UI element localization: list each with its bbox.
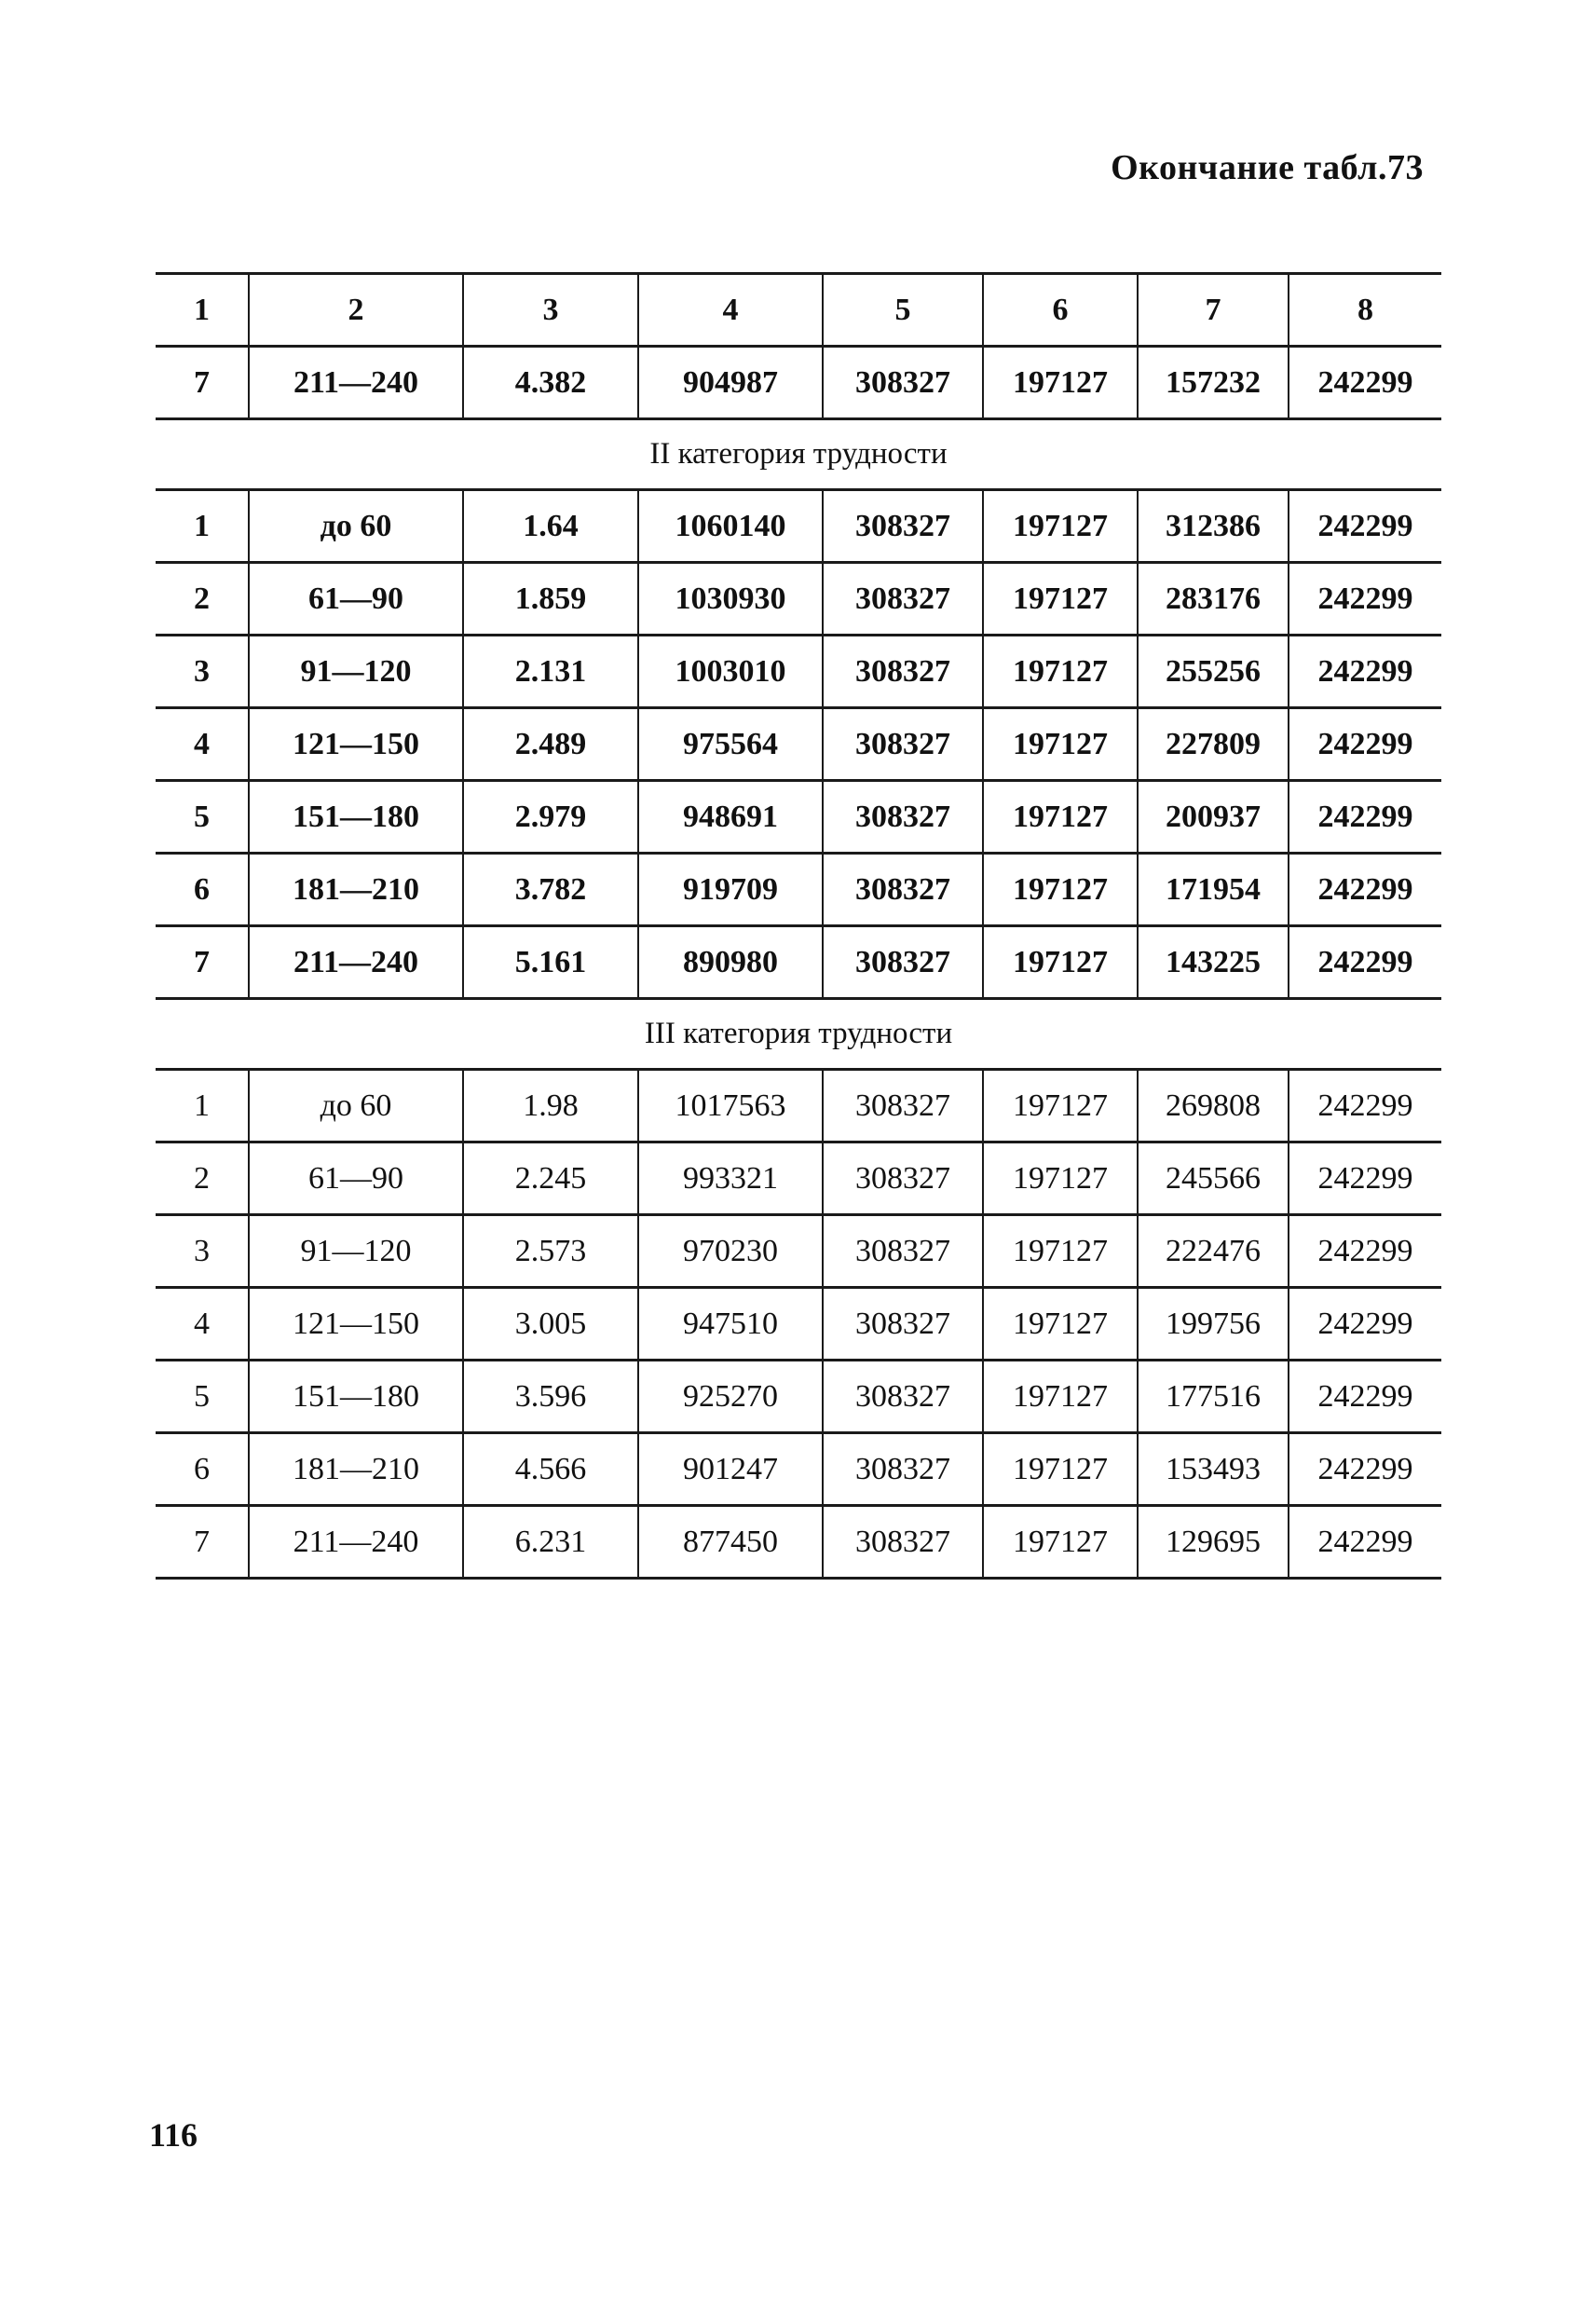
table-cell: 1017563 bbox=[638, 1070, 823, 1142]
table-cell: 197127 bbox=[983, 781, 1138, 854]
table-cell: 222476 bbox=[1138, 1215, 1289, 1288]
table-cell: 197127 bbox=[983, 1070, 1138, 1142]
table-cell: 197127 bbox=[983, 636, 1138, 708]
table-cell: 925270 bbox=[638, 1361, 823, 1433]
table-cell: 91—120 bbox=[249, 1215, 463, 1288]
table-cell: 242299 bbox=[1289, 1070, 1441, 1142]
table-cell: 3.005 bbox=[463, 1288, 638, 1361]
table-cell: 3.782 bbox=[463, 854, 638, 926]
table-cell: 242299 bbox=[1289, 1142, 1441, 1215]
table-cell: 7 bbox=[156, 1506, 249, 1579]
table-cell: 993321 bbox=[638, 1142, 823, 1215]
table-cell: 1060140 bbox=[638, 490, 823, 563]
table-cell: 211—240 bbox=[249, 347, 463, 419]
table-cell: 269808 bbox=[1138, 1070, 1289, 1142]
table-cell: 197127 bbox=[983, 708, 1138, 781]
table-cell: 5.161 bbox=[463, 926, 638, 999]
table-cell: 2 bbox=[156, 1142, 249, 1215]
table-cell: 197127 bbox=[983, 1288, 1138, 1361]
table-cell: 308327 bbox=[823, 1215, 983, 1288]
table-cell: 242299 bbox=[1289, 636, 1441, 708]
table-cell: 308327 bbox=[823, 636, 983, 708]
table-cell: 227809 bbox=[1138, 708, 1289, 781]
table-cell: 129695 bbox=[1138, 1506, 1289, 1579]
table-cell: 2 bbox=[156, 563, 249, 636]
table-row bbox=[156, 854, 1441, 926]
table-cell: 197127 bbox=[983, 1215, 1138, 1288]
table-cell: 1030930 bbox=[638, 563, 823, 636]
table-cell: 308327 bbox=[823, 926, 983, 999]
table-row bbox=[156, 1433, 1441, 1506]
table-cell: 7 bbox=[156, 926, 249, 999]
table-row bbox=[156, 1070, 1441, 1142]
header-cell: 6 bbox=[983, 274, 1138, 347]
table-cell: 975564 bbox=[638, 708, 823, 781]
table-cell: 177516 bbox=[1138, 1361, 1289, 1433]
table-cell: 6 bbox=[156, 1433, 249, 1506]
page-number: 116 bbox=[149, 2116, 198, 2154]
table-row bbox=[156, 347, 1441, 419]
table-cell: 1003010 bbox=[638, 636, 823, 708]
header-cell: 2 bbox=[249, 274, 463, 347]
table-cell: 151—180 bbox=[249, 1361, 463, 1433]
table-cell: 1.859 bbox=[463, 563, 638, 636]
table-cell: 242299 bbox=[1289, 926, 1441, 999]
table-cell: 242299 bbox=[1289, 854, 1441, 926]
table-caption: Окончание табл.73 bbox=[1111, 148, 1424, 187]
table-cell: 242299 bbox=[1289, 1433, 1441, 1506]
table-cell: 121—150 bbox=[249, 708, 463, 781]
header-cell: 7 bbox=[1138, 274, 1289, 347]
table-cell: 948691 bbox=[638, 781, 823, 854]
table-cell: 5 bbox=[156, 781, 249, 854]
table-cell: 308327 bbox=[823, 708, 983, 781]
table-cell: 242299 bbox=[1289, 1361, 1441, 1433]
table-cell: 890980 bbox=[638, 926, 823, 999]
table-cell: 308327 bbox=[823, 1288, 983, 1361]
table-cell: 242299 bbox=[1289, 1288, 1441, 1361]
section-title-row bbox=[156, 419, 1441, 490]
table-cell: 3 bbox=[156, 1215, 249, 1288]
table-cell: 312386 bbox=[1138, 490, 1289, 563]
table-cell: 197127 bbox=[983, 926, 1138, 999]
table-row bbox=[156, 1288, 1441, 1361]
table-cell: 197127 bbox=[983, 563, 1138, 636]
header-cell: 5 bbox=[823, 274, 983, 347]
section-title-row bbox=[156, 999, 1441, 1070]
table-cell: 242299 bbox=[1289, 563, 1441, 636]
table-cell: 1 bbox=[156, 1070, 249, 1142]
section-title: III категория трудности bbox=[156, 999, 1441, 1070]
table-cell: 91—120 bbox=[249, 636, 463, 708]
table-cell: 255256 bbox=[1138, 636, 1289, 708]
table-cell: 151—180 bbox=[249, 781, 463, 854]
table-cell: 143225 bbox=[1138, 926, 1289, 999]
table-cell: 197127 bbox=[983, 1142, 1138, 1215]
table-cell: 1 bbox=[156, 490, 249, 563]
table-cell: 199756 bbox=[1138, 1288, 1289, 1361]
table-cell: 242299 bbox=[1289, 490, 1441, 563]
table-cell: 2.573 bbox=[463, 1215, 638, 1288]
table-cell: 308327 bbox=[823, 563, 983, 636]
table-row bbox=[156, 1506, 1441, 1579]
table-row bbox=[156, 563, 1441, 636]
header-row bbox=[156, 274, 1441, 347]
table-cell: 4 bbox=[156, 708, 249, 781]
table-cell: 242299 bbox=[1289, 347, 1441, 419]
sections-body bbox=[156, 419, 1441, 1579]
table-cell: до 60 bbox=[249, 490, 463, 563]
header-cell: 8 bbox=[1289, 274, 1441, 347]
table-cell: 4 bbox=[156, 1288, 249, 1361]
table-cell: 245566 bbox=[1138, 1142, 1289, 1215]
table-row bbox=[156, 490, 1441, 563]
table-cell: 308327 bbox=[823, 1142, 983, 1215]
table-cell: 904987 bbox=[638, 347, 823, 419]
table-cell: 308327 bbox=[823, 1506, 983, 1579]
table-cell: 1.98 bbox=[463, 1070, 638, 1142]
table-cell: 61—90 bbox=[249, 563, 463, 636]
table-cell: 61—90 bbox=[249, 1142, 463, 1215]
table-cell: 242299 bbox=[1289, 781, 1441, 854]
table-cell: 2.131 bbox=[463, 636, 638, 708]
table-cell: 242299 bbox=[1289, 1506, 1441, 1579]
table-cell: 211—240 bbox=[249, 1506, 463, 1579]
table-cell: 919709 bbox=[638, 854, 823, 926]
table-cell: 308327 bbox=[823, 1433, 983, 1506]
table-row bbox=[156, 708, 1441, 781]
table-cell: 197127 bbox=[983, 1361, 1138, 1433]
table-cell: 6 bbox=[156, 854, 249, 926]
table-cell: 3.596 bbox=[463, 1361, 638, 1433]
table-row bbox=[156, 926, 1441, 999]
table-cell: 121—150 bbox=[249, 1288, 463, 1361]
table-row bbox=[156, 636, 1441, 708]
table-cell: 157232 bbox=[1138, 347, 1289, 419]
table-cell: 197127 bbox=[983, 490, 1138, 563]
table-cell: 308327 bbox=[823, 1361, 983, 1433]
table-cell: 4.566 bbox=[463, 1433, 638, 1506]
table-row bbox=[156, 1215, 1441, 1288]
table-cell: 283176 bbox=[1138, 563, 1289, 636]
table-cell: 197127 bbox=[983, 1506, 1138, 1579]
table-cell: 308327 bbox=[823, 1070, 983, 1142]
table-cell: 171954 bbox=[1138, 854, 1289, 926]
table-cell: 181—210 bbox=[249, 1433, 463, 1506]
table-cell: 1.64 bbox=[463, 490, 638, 563]
table-cell: 242299 bbox=[1289, 708, 1441, 781]
table-cell: 308327 bbox=[823, 490, 983, 563]
header-cell: 1 bbox=[156, 274, 249, 347]
table-cell: 7 bbox=[156, 347, 249, 419]
table-cell: 4.382 bbox=[463, 347, 638, 419]
table-cell: 5 bbox=[156, 1361, 249, 1433]
table-cell: 877450 bbox=[638, 1506, 823, 1579]
table-cell: 2.979 bbox=[463, 781, 638, 854]
table-cell: 200937 bbox=[1138, 781, 1289, 854]
table-cell: 242299 bbox=[1289, 1215, 1441, 1288]
table-cell: 2.245 bbox=[463, 1142, 638, 1215]
section-title: II категория трудности bbox=[156, 419, 1441, 490]
table-cell: до 60 bbox=[249, 1070, 463, 1142]
table-cell: 970230 bbox=[638, 1215, 823, 1288]
table-cell: 211—240 bbox=[249, 926, 463, 999]
table-cell: 197127 bbox=[983, 347, 1138, 419]
table-cell: 308327 bbox=[823, 854, 983, 926]
header-cell: 4 bbox=[638, 274, 823, 347]
header-cell: 3 bbox=[463, 274, 638, 347]
table-cell: 308327 bbox=[823, 781, 983, 854]
data-table bbox=[156, 272, 1441, 1580]
table-cell: 197127 bbox=[983, 1433, 1138, 1506]
table-cell: 3 bbox=[156, 636, 249, 708]
table-cell: 901247 bbox=[638, 1433, 823, 1506]
table-cell: 181—210 bbox=[249, 854, 463, 926]
table-row bbox=[156, 781, 1441, 854]
table-cell: 308327 bbox=[823, 347, 983, 419]
table-row bbox=[156, 1142, 1441, 1215]
table-cell: 197127 bbox=[983, 854, 1138, 926]
table-row bbox=[156, 1361, 1441, 1433]
table-cell: 2.489 bbox=[463, 708, 638, 781]
table-cell: 6.231 bbox=[463, 1506, 638, 1579]
table-cell: 947510 bbox=[638, 1288, 823, 1361]
table-cell: 153493 bbox=[1138, 1433, 1289, 1506]
